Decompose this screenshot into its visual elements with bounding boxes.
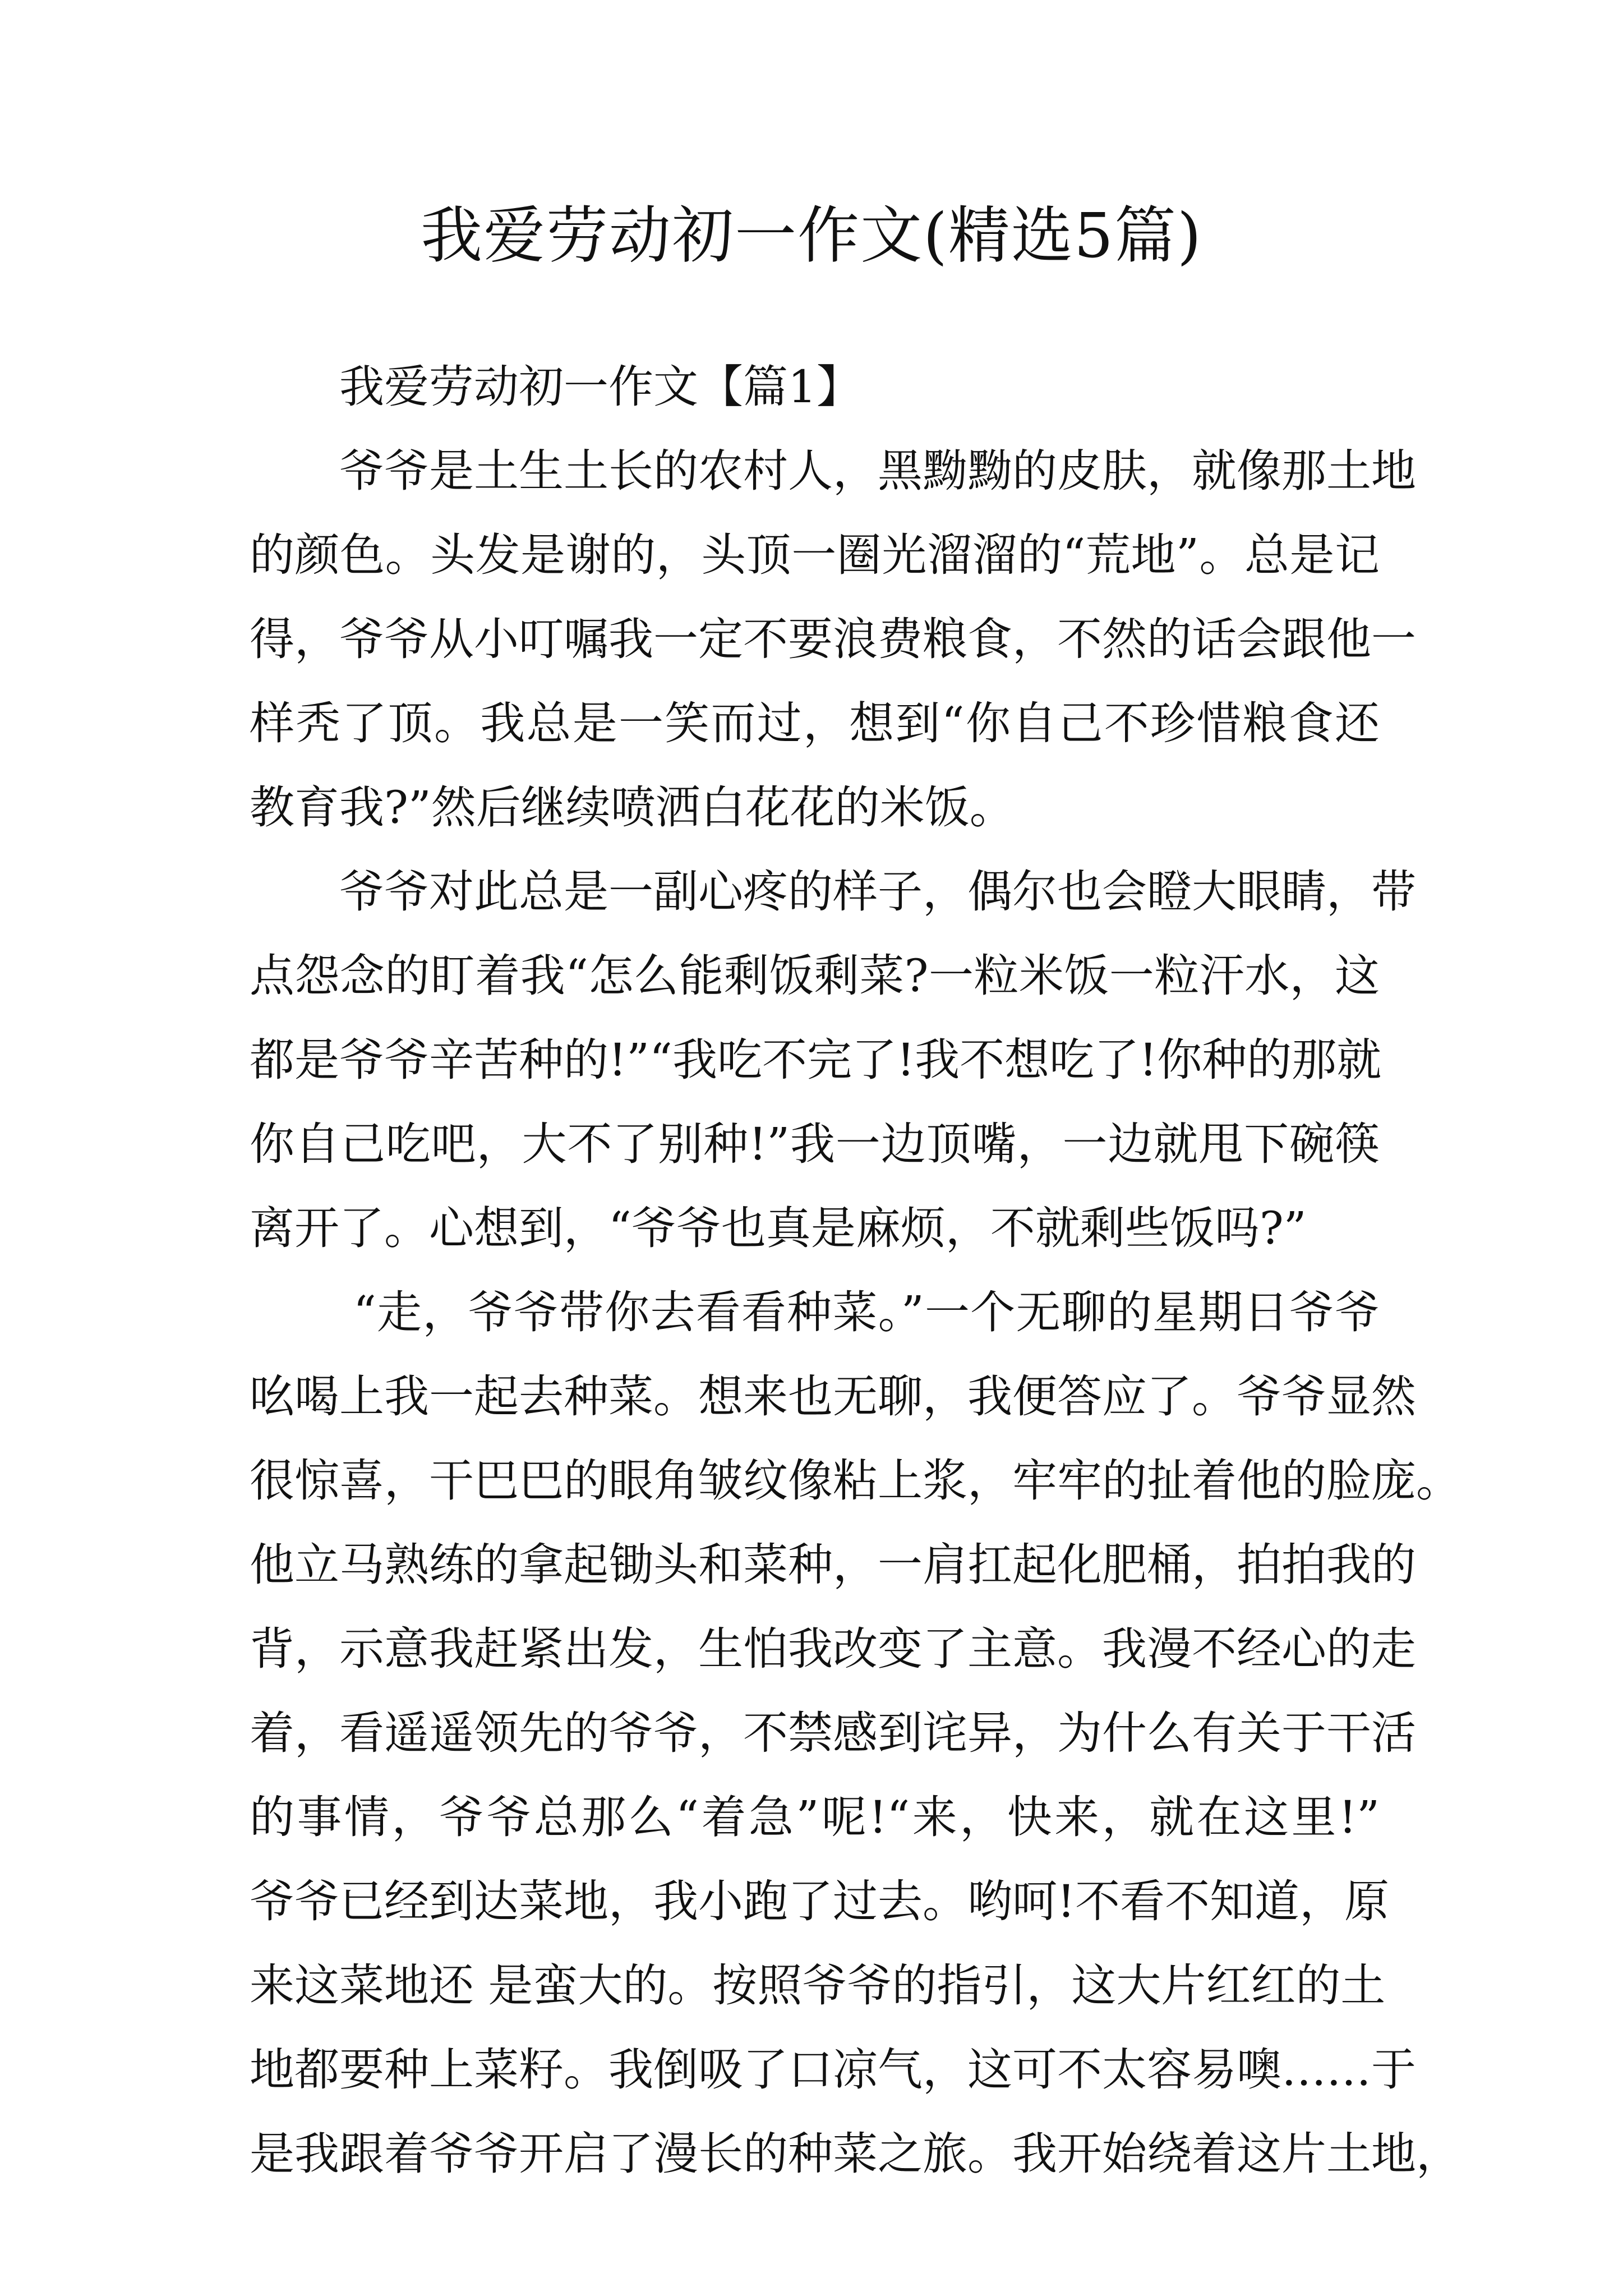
paragraph-line: 他立马熟练的拿起锄头和菜种，一肩扛起化肥桶，拍拍我的: [250, 1539, 1416, 1591]
document-body: [250, 345, 1461, 2196]
paragraph-line: 离开了。心想到，“爷爷也真是麻烦，不就剩些饭吗?”: [250, 1202, 1307, 1254]
paragraph-line: 教育我?”然后继续喷洒白花花的米饭。: [250, 781, 1015, 834]
paragraph-line: 吆喝上我一起去种菜。想来也无聊，我便答应了。爷爷显然: [250, 1370, 1416, 1423]
paragraph-line: 得，爷爷从小叮嘱我一定不要浪费粮食，不然的话会跟他一: [250, 613, 1416, 665]
paragraph-line: 是我跟着爷爷开启了漫长的种菜之旅。我开始绕着这片土地，: [250, 2128, 1461, 2180]
paragraph-line: 爷爷已经到达菜地，我小跑了过去。哟呵!不看不知道，原: [250, 1875, 1390, 1927]
paragraph-line: 背，示意我赶紧出发，生怕我改变了主意。我漫不经心的走: [250, 1623, 1416, 1675]
paragraph-line: 样秃了顶。我总是一笑而过，想到“你自己不珍惜粮食还: [250, 697, 1380, 749]
paragraph-2: [250, 850, 1416, 1271]
paragraph-line: 爷爷是土生土长的农村人，黑黝黝的皮肤，就像那土地: [339, 445, 1416, 497]
paragraph-line: 你自己吃吧，大不了别种!”我一边顶嘴，一边就甩下碗筷: [250, 1118, 1380, 1170]
paragraph-line: 的事情，爷爷总那么“着急”呢!“来，快来，就在这里!”: [250, 1791, 1380, 1843]
paragraph-line: 都是爷爷辛苦种的!”“我吃不完了!我不想吃了!你种的那就: [250, 1034, 1382, 1086]
paragraph-line: 着，看遥遥领先的爷爷，不禁感到诧异，为什么有关于干活: [250, 1707, 1416, 1759]
paragraph-1: [250, 429, 1416, 850]
section-heading: 我爱劳动初一作文【篇1】: [339, 361, 861, 413]
paragraph-line: “走，爷爷带你去看看种菜。”一个无聊的星期日爷爷: [353, 1286, 1380, 1338]
paragraph-line: 地都要种上菜籽。我倒吸了口凉气，这可不太容易噢……于: [250, 2044, 1416, 2096]
paragraph-line: 点怨念的盯着我“怎么能剩饭剩菜?一粒米饭一粒汗水，这: [250, 950, 1380, 1002]
paragraph-3: [250, 1271, 1461, 2196]
document-title: 我爱劳动初一作文(精选5篇): [421, 200, 1202, 272]
paragraph-line: 很惊喜，干巴巴的眼角皱纹像粘上浆，牢牢的扯着他的脸庞。: [250, 1455, 1461, 1507]
paragraph-line: 来这菜地还 是蛮大的。按照爷爷的指引，这大片红红的土: [250, 1959, 1386, 2012]
paragraph-line: 的颜色。头发是谢的，头顶一圈光溜溜的“荒地”。总是记: [250, 529, 1380, 581]
paragraph-line: 爷爷对此总是一副心疼的样子，偶尔也会瞪大眼睛，带: [339, 866, 1416, 918]
